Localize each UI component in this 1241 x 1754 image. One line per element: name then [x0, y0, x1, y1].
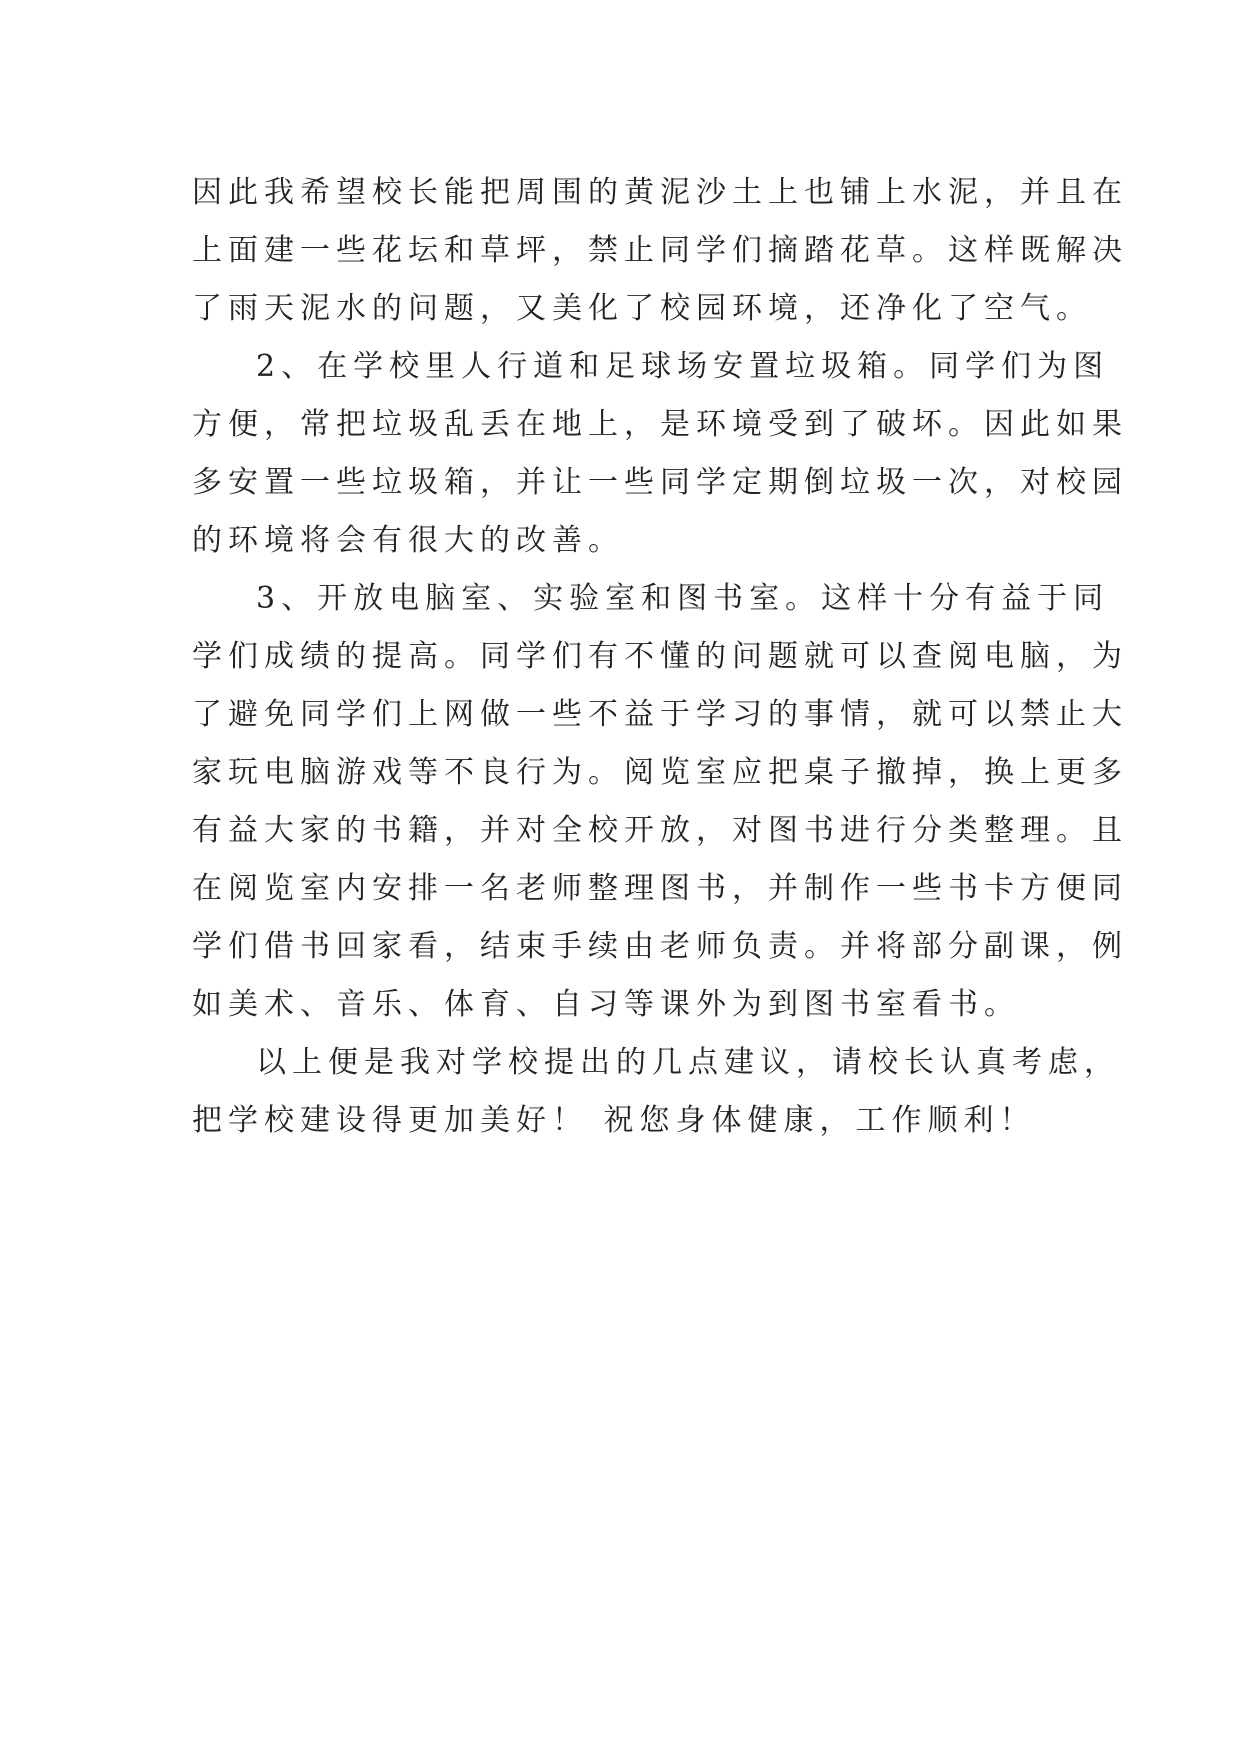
- text-line: 方便，常把垃圾乱丢在地上，是环境受到了破坏。因此如果: [192, 407, 1128, 442]
- paragraph-1: [192, 164, 1128, 338]
- paragraph-2: [192, 338, 1128, 570]
- text-line: 以上便是我对学校提出的几点建议，请校长认真考虑，: [256, 1045, 1120, 1080]
- text-line: 学们借书回家看，结束手续由老师负责。并将部分副课，例: [192, 929, 1128, 964]
- paragraph-4: [192, 1034, 1120, 1150]
- text-line: 的环境将会有很大的改善。: [192, 523, 624, 558]
- text-line: 因此我希望校长能把周围的黄泥沙土上也铺上水泥，并且在: [192, 175, 1128, 210]
- text-line: 了雨天泥水的问题，又美化了校园环境，还净化了空气。: [192, 291, 1092, 326]
- text-line: 了避免同学们上网做一些不益于学习的事情，就可以禁止大: [192, 697, 1128, 732]
- text-line: 上面建一些花坛和草坪，禁止同学们摘踏花草。这样既解决: [192, 233, 1128, 268]
- letter-body: [192, 164, 1128, 1150]
- text-line: 有益大家的书籍，并对全校开放，对图书进行分类整理。且: [192, 813, 1128, 848]
- paragraph-3: [192, 570, 1128, 1034]
- text-line: 2、在学校里人行道和足球场安置垃圾箱。同学们为图: [256, 349, 1110, 384]
- text-line: 在阅览室内安排一名老师整理图书，并制作一些书卡方便同: [192, 871, 1128, 906]
- text-line: 3、开放电脑室、实验室和图书室。这样十分有益于同: [256, 581, 1110, 616]
- text-line: 多安置一些垃圾箱，并让一些同学定期倒垃圾一次，对校园: [192, 465, 1128, 500]
- text-line: 如美术、音乐、体育、自习等课外为到图书室看书。: [192, 987, 1020, 1022]
- text-line: 家玩电脑游戏等不良行为。阅览室应把桌子撤掉，换上更多: [192, 755, 1128, 790]
- text-line: 把学校建设得更加美好！ 祝您身体健康，工作顺利！: [192, 1103, 1036, 1138]
- text-line: 学们成绩的提高。同学们有不懂的问题就可以查阅电脑，为: [192, 639, 1128, 674]
